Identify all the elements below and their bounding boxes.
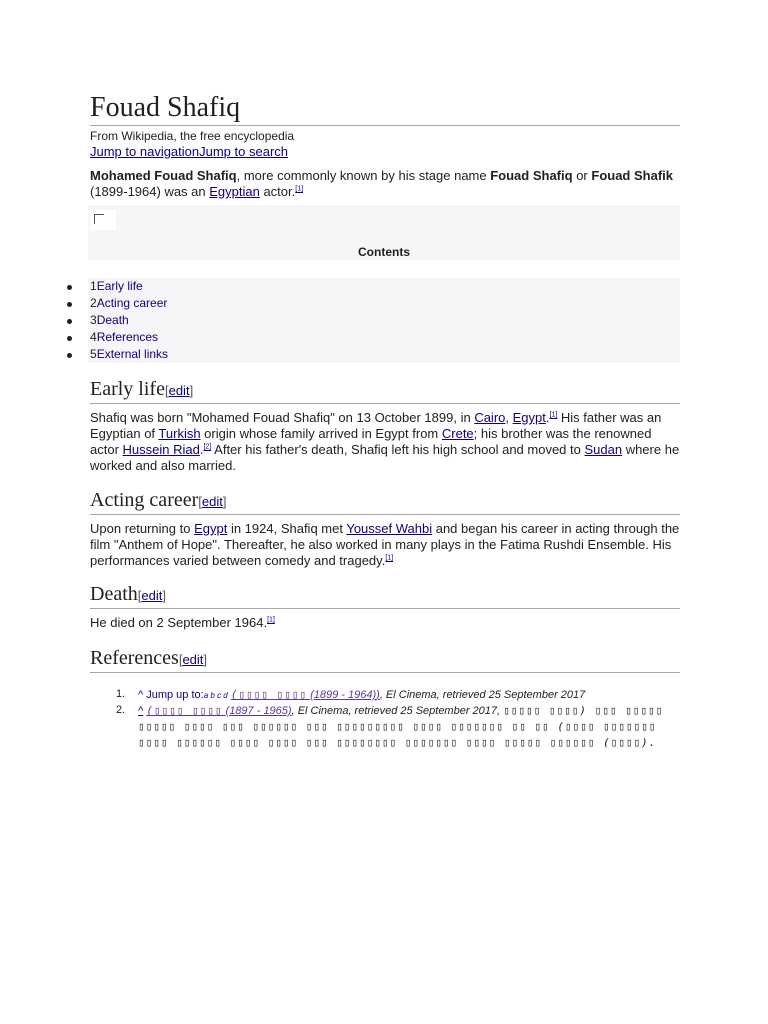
toc-link[interactable]: References [96,330,159,344]
reference-item [90,703,680,751]
back-link[interactable]: ^ [138,705,144,717]
edit-link-early-life[interactable]: edit [168,383,190,398]
text: ; his brother was the renowned actor [90,426,652,457]
toc-number: 4 [90,330,97,344]
text: in 1924, Shafiq met [227,521,347,536]
jump-links [90,144,680,160]
stage-name-2: Fouad Shafik [591,168,673,183]
intro-paragraph [90,168,680,200]
citation-link[interactable]: [1] [295,185,304,193]
hussein-riad-link[interactable]: Hussein Riad [122,442,200,457]
turkish-link[interactable]: Turkish [158,426,201,441]
reference-number: 2. [116,704,126,716]
early-life-paragraph [90,410,680,474]
toc-link[interactable]: Early life [96,279,143,293]
egypt-link[interactable]: Egypt [194,521,228,536]
years: (1899 - 1964) [310,689,377,701]
toc-item-acting-career[interactable] [90,295,168,312]
toc-item-references[interactable] [90,329,168,346]
heading-text: Acting career [90,489,199,511]
edit-link-death[interactable]: edit [141,588,163,603]
toc-list [90,278,168,363]
reference-title-link[interactable] [146,705,291,717]
toc-list-background [88,278,680,363]
intro-name: Mohamed Fouad Shafiq [90,168,237,183]
edit-link-acting-career[interactable]: edit [201,494,223,509]
text: and began his career in acting through the film "Anthem of Hope". Thereafter, he also worked in many plays in the Fatima Rushdi Ensemble. His performances varied between comedy and tragedy. [90,521,680,568]
back-link-letters[interactable]: a b c d [203,691,228,700]
youssef-wahbi-link[interactable]: Youssef Wahbi [346,521,433,536]
citation-link[interactable]: [1] [549,411,558,419]
toc-item-death[interactable] [90,312,168,329]
citation-link[interactable]: [1] [385,554,394,562]
toc-number: 5 [90,347,97,361]
text: His father was an Egyptian of [90,410,662,441]
reference-source: , El Cinema, retrieved 25 September 2017 [379,689,586,701]
intro-text: (1899-1964) was an [90,184,210,199]
back-link[interactable]: ^ [138,689,144,701]
stage-name-1: Fouad Shafiq [490,168,573,183]
citation-link[interactable]: [1] [267,616,275,624]
heading-early-life [90,377,680,404]
arabic-title: (▯▯▯▯ ▯▯▯▯ [230,688,308,701]
article [90,0,680,200]
intro-text: actor. [259,184,296,199]
reference-title-link[interactable] [231,689,380,701]
heading-acting-career [90,488,680,515]
toc-link[interactable]: Acting career [96,296,168,310]
cairo-link[interactable]: Cairo [474,410,506,425]
acting-career-paragraph [90,521,680,569]
heading-references [90,646,680,673]
text: . [545,410,550,425]
egypt-link[interactable]: Egypt [512,410,546,425]
toc-title: Contents [358,245,410,259]
edit-bracket: [edit] [178,652,208,667]
reference-number: 1. [116,688,126,700]
toc-number: 3 [90,313,97,327]
text: origin whose family arrived in Egypt from [200,426,442,441]
heading-text: Early life [90,378,165,400]
arabic-quote: ▯▯▯▯▯ ▯▯▯▯) ▯▯▯ ▯▯▯▯▯ ▯▯▯▯▯ ▯▯▯▯ ▯▯▯ ▯▯▯▯▯▯ ▯▯▯ ▯▯▯▯▯▯▯▯▯ ▯▯▯▯ ▯▯▯▯▯▯▯ ▯▯ ▯▯ (▯▯▯▯ ▯▯▯▯▯▯▯ ▯▯▯▯ ▯▯▯▯▯▯ ▯▯▯▯ ▯▯▯▯ ▯▯▯ ▯▯▯▯▯▯▯▯ ▯▯▯▯▯▯▯ ▯▯▯▯ ▯▯▯▯▯ ▯▯▯▯▯▯ (▯▯▯▯). [138,704,664,749]
page-title: Fouad Shafiq [90,0,680,126]
intro-text: or [572,168,592,183]
toc-number: 1 [90,279,97,293]
jump-to-search-link[interactable]: Jump to search [199,144,288,159]
text: . [199,442,204,457]
reference-source: , El Cinema, retrieved 25 September 2017, [291,705,504,717]
arabic-title: (▯▯▯▯ ▯▯▯▯ [146,704,223,717]
toc-toggle-checkbox[interactable] [90,210,116,230]
edit-link-references[interactable]: edit [182,652,204,667]
edit-bracket: [edit] [164,383,194,398]
edit-bracket: [edit] [198,494,227,509]
citation-link[interactable]: [2] [203,443,212,451]
reference-item [90,687,680,703]
toc-item-early-life[interactable] [90,278,168,295]
toc-link[interactable]: Death [96,313,129,327]
jump-to-navigation-link[interactable]: Jump to navigation [90,144,200,159]
references-list [90,687,680,751]
sudan-link[interactable]: Sudan [584,442,623,457]
years: (1897 - 1965) [225,705,292,717]
toc-item-external-links[interactable] [90,346,168,363]
tagline: From Wikipedia, the free encyclopedia [90,129,295,143]
heading-text: References [90,647,179,669]
heading-death [90,582,680,609]
edit-bracket: [edit] [137,588,166,603]
toc-link[interactable]: External links [96,347,169,361]
toc-number: 2 [90,296,97,310]
text: where he worked and also married. [90,442,680,473]
toc-box [88,205,680,260]
close-paren: ) [376,689,380,701]
intro-text: , more commonly known by his stage name [236,168,491,183]
text: After his father's death, Shafiq left his high school and moved to [211,442,585,457]
text: Shafiq was born "Mohamed Fouad Shafiq" on 13 October 1899, in [90,410,475,425]
jump-up-label: Jump up to: [143,689,204,701]
text: He died on 2 September 1964. [90,615,268,630]
text: , [505,410,513,425]
crete-link[interactable]: Crete [441,426,474,441]
death-paragraph [90,615,680,631]
text: Upon returning to [90,521,195,536]
heading-text: Death [90,583,138,605]
egyptian-link[interactable]: Egyptian [209,184,260,199]
